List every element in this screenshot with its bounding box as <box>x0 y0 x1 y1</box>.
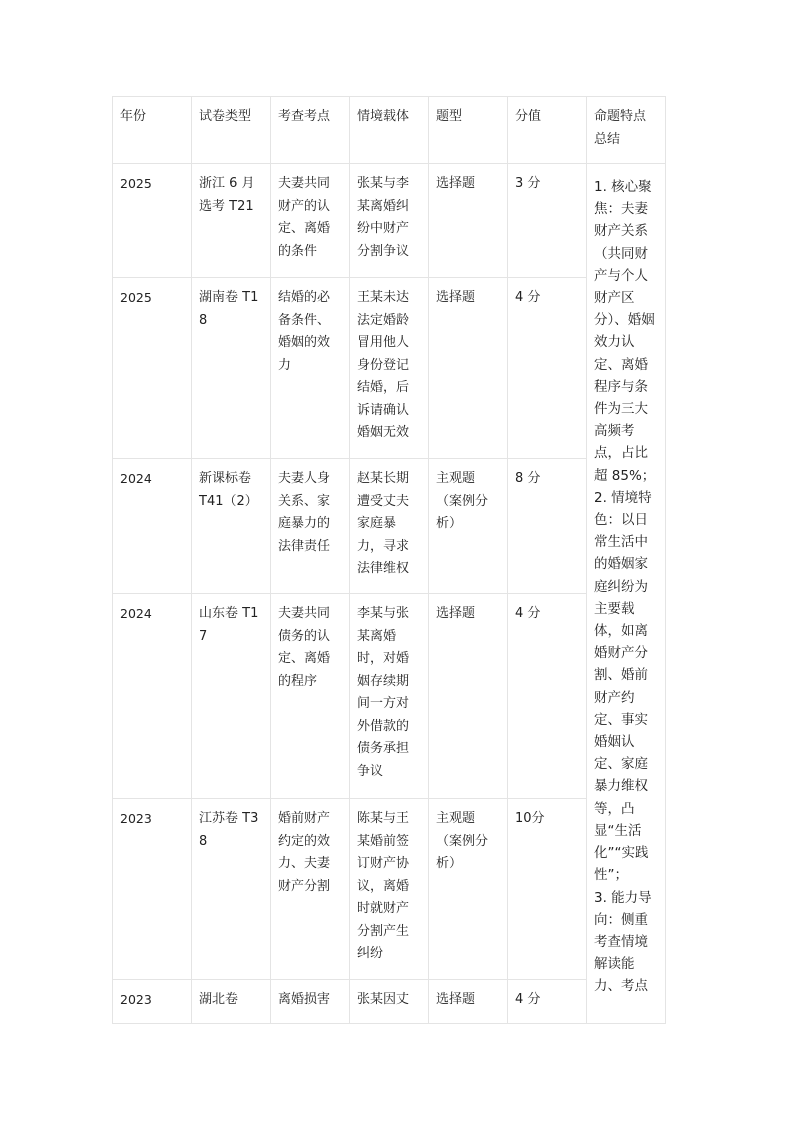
summary-cell <box>587 164 666 1024</box>
score-cell: 4 分 <box>508 980 587 1024</box>
point-cell: 夫妻共同债务的认定、离婚的程序 <box>271 594 350 799</box>
type-cell: 选择题 <box>429 164 508 278</box>
score-cell: 8 分 <box>508 459 587 594</box>
type-cell: 主观题（案例分析） <box>429 799 508 980</box>
type-cell: 选择题 <box>429 980 508 1024</box>
score-cell: 3 分 <box>508 164 587 278</box>
table-row <box>113 980 666 1024</box>
score-cell: 4 分 <box>508 594 587 799</box>
type-cell: 主观题（案例分析） <box>429 459 508 594</box>
context-cell: 李某与张某离婚时，对婚姻存续期间一方对外借款的债务承担争议 <box>350 594 429 799</box>
table-row <box>113 799 666 980</box>
context-cell: 张某与李某离婚纠纷中财产分割争议 <box>350 164 429 278</box>
table-row <box>113 459 666 594</box>
header-cell: 情境载体 <box>350 97 429 164</box>
table-row <box>113 594 666 799</box>
year-cell: 2024 <box>113 594 192 799</box>
score-cell: 10分 <box>508 799 587 980</box>
year-cell: 2023 <box>113 980 192 1024</box>
year-cell: 2025 <box>113 164 192 278</box>
paper-cell: 山东卷 T17 <box>192 594 271 799</box>
header-cell: 命题特点总结 <box>587 97 666 164</box>
point-cell: 夫妻共同财产的认定、离婚的条件 <box>271 164 350 278</box>
context-cell: 赵某长期遭受丈夫家庭暴力，寻求法律维权 <box>350 459 429 594</box>
point-cell: 离婚损害 <box>271 980 350 1024</box>
paper-cell: 湖北卷 <box>192 980 271 1024</box>
context-cell: 张某因丈 <box>350 980 429 1024</box>
year-cell: 2024 <box>113 459 192 594</box>
year-cell: 2023 <box>113 799 192 980</box>
context-cell: 陈某与王某婚前签订财产协议，离婚时就财产分割产生纠纷 <box>350 799 429 980</box>
header-cell: 题型 <box>429 97 508 164</box>
paper-cell: 浙江 6 月选考 T21 <box>192 164 271 278</box>
year-cell: 2025 <box>113 278 192 459</box>
paper-cell: 湖南卷 T18 <box>192 278 271 459</box>
exam-analysis-table <box>112 96 666 1024</box>
header-cell: 分值 <box>508 97 587 164</box>
type-cell: 选择题 <box>429 278 508 459</box>
table-row <box>113 164 666 278</box>
paper-cell: 新课标卷 T41（2） <box>192 459 271 594</box>
header-cell: 年份 <box>113 97 192 164</box>
summary-text: 1. 核心聚焦：夫妻财产关系（共同财产与个人财产区分）、婚姻效力认定、离婚程序与条件为三大高频考点，占比超 85%； 2. 情境特色：以日常生活中的婚姻家庭纠纷为主要载体，如离婚财产分割、婚前财产约定、事实婚姻认定、家庭暴力维权等，凸显“生活化”“实践性”； 3. 能力导向：侧重考查情境解读能力、考点 <box>594 179 656 995</box>
type-cell: 选择题 <box>429 594 508 799</box>
point-cell: 婚前财产约定的效力、夫妻财产分割 <box>271 799 350 980</box>
point-cell: 夫妻人身关系、家庭暴力的法律责任 <box>271 459 350 594</box>
point-cell: 结婚的必备条件、婚姻的效力 <box>271 278 350 459</box>
paper-cell: 江苏卷 T38 <box>192 799 271 980</box>
table-header-row <box>113 97 666 164</box>
score-cell: 4 分 <box>508 278 587 459</box>
header-cell: 试卷类型 <box>192 97 271 164</box>
header-cell: 考查考点 <box>271 97 350 164</box>
table-row <box>113 278 666 459</box>
context-cell: 王某未达法定婚龄冒用他人身份登记结婚，后诉请确认婚姻无效 <box>350 278 429 459</box>
